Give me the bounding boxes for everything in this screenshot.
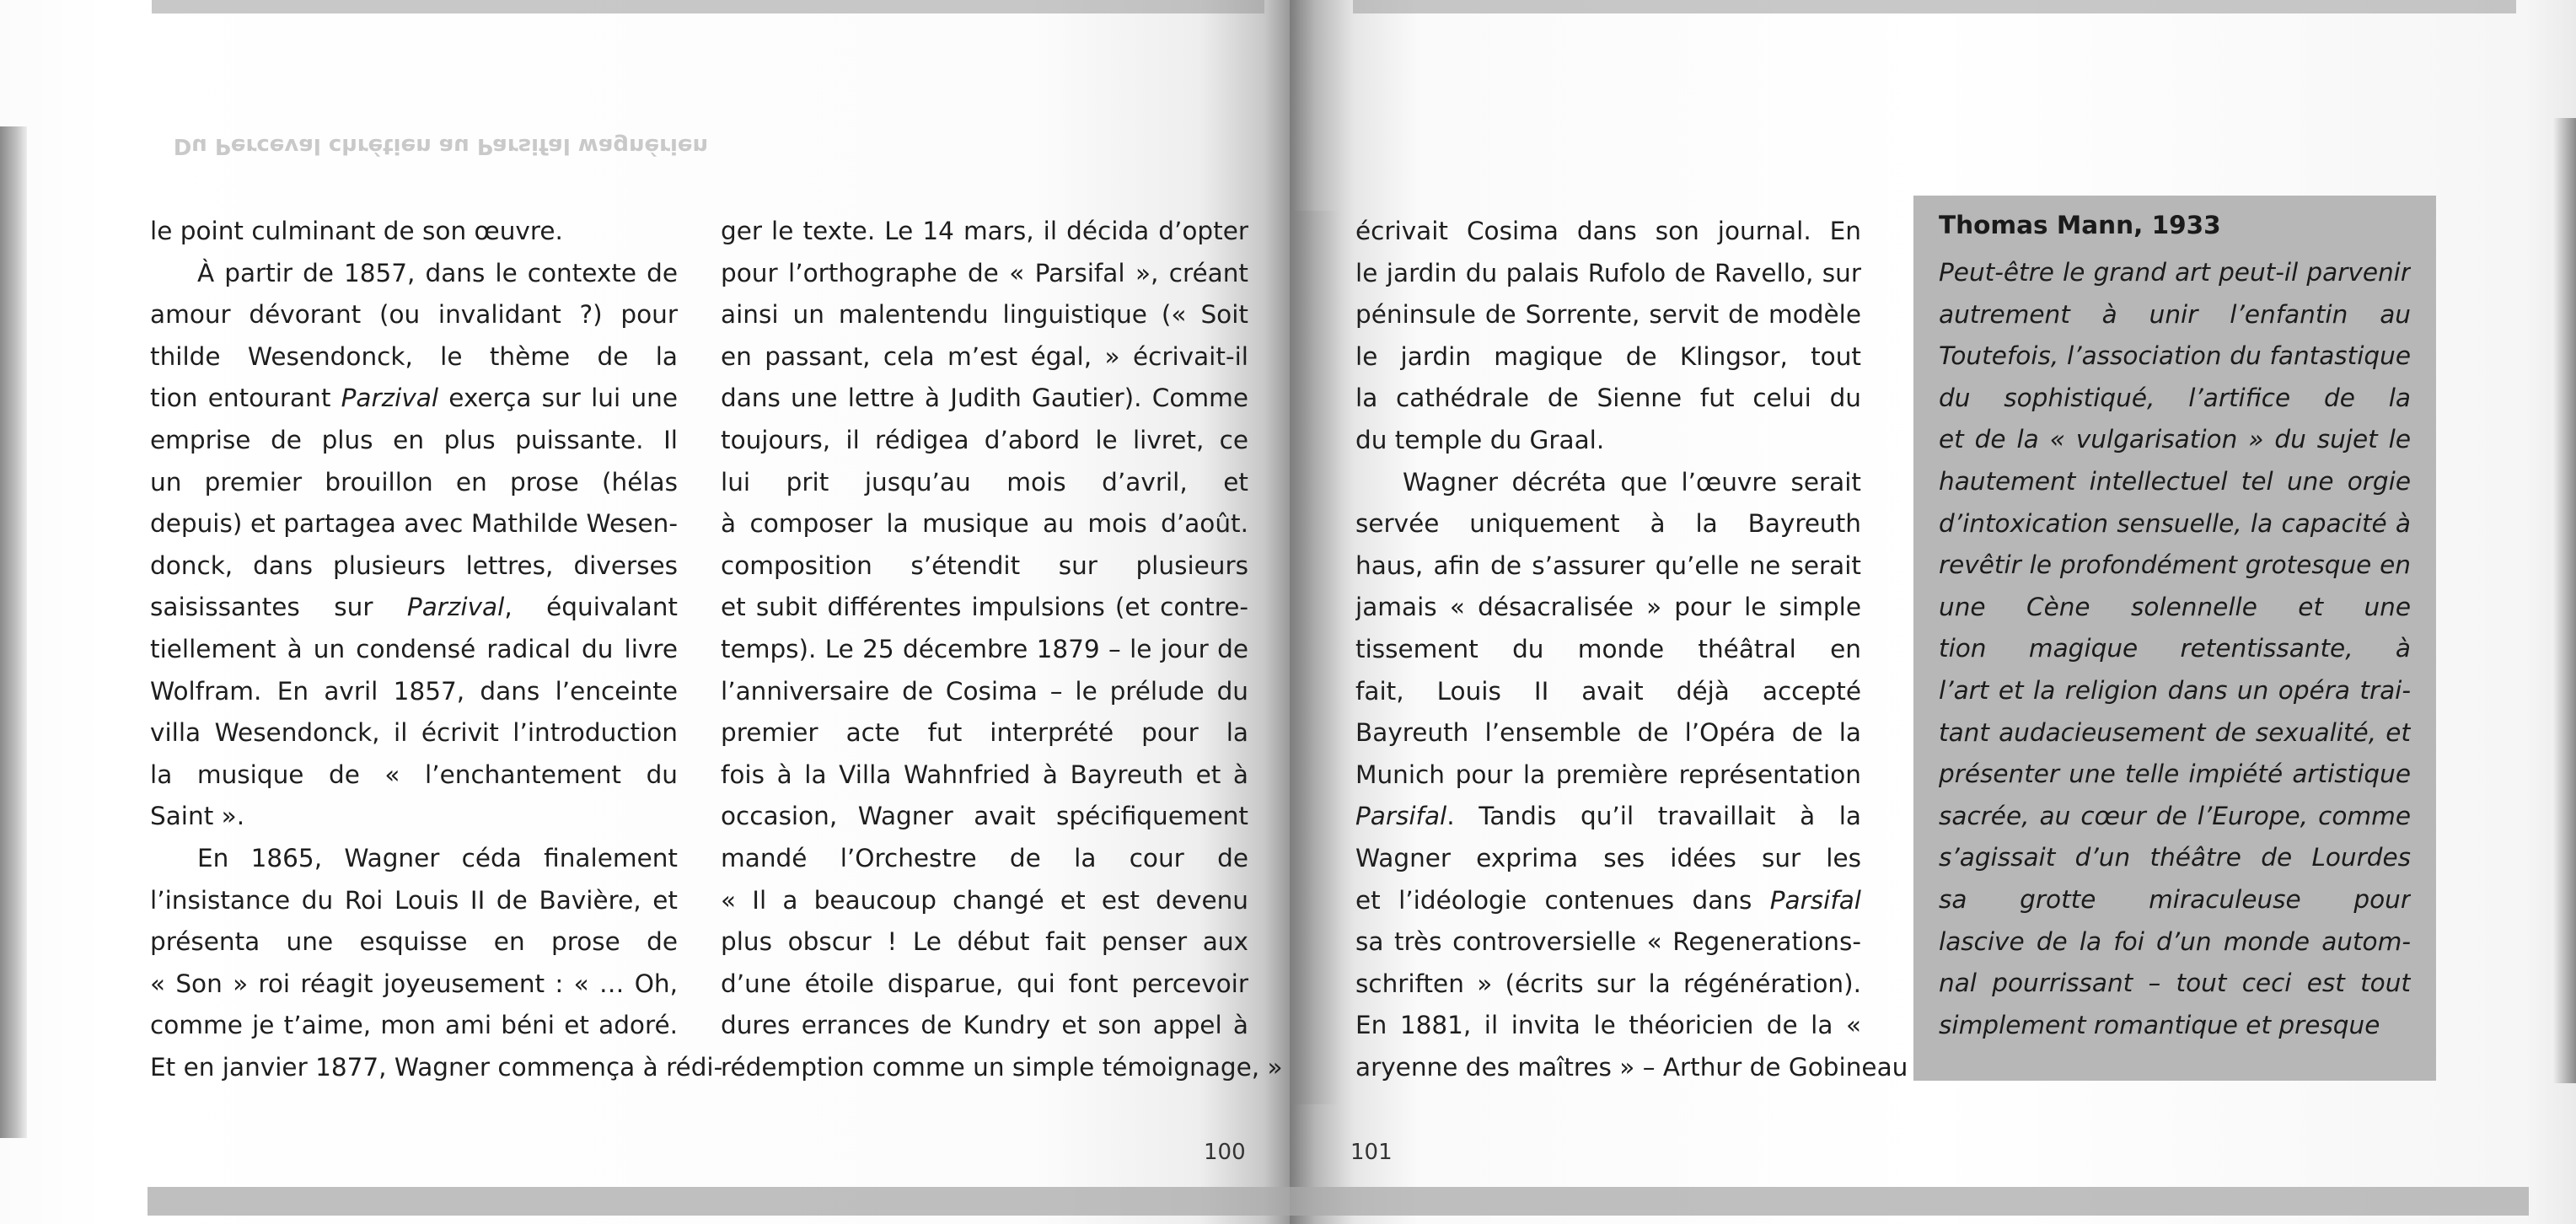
page-number: 101 (1350, 1140, 1393, 1165)
text-line: saisissantes sur Parzival, équivalant (150, 593, 678, 622)
text-line: Saint ». (150, 802, 245, 831)
text-line: écrivait Cosima dans son journal. En (1355, 217, 1861, 245)
text-line: Wolfram. En avril 1857, dans l’enceinte (150, 676, 678, 706)
text-line: du temple du Graal. (1355, 425, 1605, 454)
text-line: ger le texte. Le 14 mars, il décida d’opter (721, 217, 1248, 245)
text-line: sa grotte miraculeuse pour (1939, 884, 2411, 914)
text-line: revêtir le profondément grotesque en (1939, 550, 2411, 580)
text-line: et l’idéologie contenues dans Parsifal (1355, 885, 1861, 915)
text-line: et subit différentes impulsions (et contre- (721, 593, 1248, 622)
text-line: le jardin magique de Klingsor, tout (1355, 341, 1861, 371)
text-line: donck, dans plusieurs lettres, diverses (150, 550, 678, 580)
text-line: haus, afin de s’assurer qu’elle ne serait (1355, 550, 1861, 580)
text-line: Wagner décréta que l’œuvre serait (1403, 467, 1861, 497)
text-line: sacrée, au cœur de l’Europe, comme (1939, 801, 2411, 830)
text-line: une Cène solennelle et une (1939, 592, 2411, 621)
text-line: l’art et la religion dans un opéra trai- (1939, 675, 2411, 705)
text-line: thilde Wesendonck, le thème de la (150, 341, 678, 371)
text-line: simplement romantique et presque (1939, 1010, 2380, 1039)
text-line: emprise de plus en plus puissante. Il (150, 425, 678, 454)
text-line: « Il a beaucoup changé et est devenu (721, 885, 1248, 915)
text-line: schriften » (écrits sur la régénération). (1355, 969, 1861, 998)
text-line: à composer la musique au mois d’août. (721, 509, 1248, 539)
right-page (1290, 0, 2576, 1224)
text-line: fait, Louis II avait déjà accepté (1355, 676, 1861, 706)
text-line: temps). Le 25 décembre 1879 – le jour de (721, 634, 1248, 663)
text-line: péninsule de Sorrente, servit de modèle (1355, 300, 1861, 330)
text-line: tiellement à un condensé radical du livre (150, 634, 678, 663)
text-line: depuis) et partagea avec Mathilde Wesen- (150, 509, 678, 539)
text-line: hautement intellectuel tel une orgie (1939, 466, 2411, 496)
text-line: dures errances de Kundry et son appel à (721, 1011, 1248, 1040)
text-line: tant audacieusement de sexualité, et (1939, 717, 2411, 747)
text-line: lascive de la foi d’un monde autom- (1939, 926, 2411, 956)
page-stack-edge (2552, 118, 2576, 1083)
text-line: tion magique retentissante, à (1939, 634, 2411, 663)
text-line: En 1881, il invita le théoricien de la « (1355, 1011, 1861, 1040)
text-line: lui prit jusqu’au mois d’avril, et (721, 467, 1248, 497)
text-line: Peut-être le grand art peut-il parvenir (1939, 258, 2411, 287)
text-line: nal pourrissant – tout ceci est tout (1939, 969, 2411, 998)
sidebar-title: Thomas Mann, 1933 (1939, 211, 2221, 239)
text-line: en passant, cela m’est égal, » écrivait-il (721, 341, 1248, 371)
text-line: dans une lettre à Judith Gautier). Comme (721, 384, 1248, 413)
text-line: Bayreuth l’ensemble de l’Opéra de la (1355, 718, 1861, 748)
text-line: plus obscur ! Le début fait penser aux (721, 927, 1248, 957)
text-line: En 1865, Wagner céda finalement (197, 843, 678, 872)
text-line: occasion, Wagner avait spécifiquement (721, 802, 1248, 831)
text-line: s’agissait d’un théâtre de Lourdes (1939, 843, 2411, 872)
text-line: toujours, il rédigea d’abord le livret, ce (721, 425, 1248, 454)
page-stack-edge (0, 126, 27, 1138)
text-line: la musique de « l’enchantement du (150, 760, 678, 789)
text-line: du sophistiqué, l’artifice de la (1939, 383, 2411, 412)
text-line: présenta une esquisse en prose de (150, 927, 678, 957)
page-bottom-edge (148, 1187, 1290, 1216)
page-top-edge (152, 0, 1264, 13)
page-bottom-edge (1290, 1187, 2529, 1216)
text-column-right-1 (1355, 211, 1908, 1088)
quote-sidebar (1913, 196, 2436, 1081)
text-line: aryenne des maîtres » – Arthur de Gobineau (1355, 1052, 1908, 1082)
text-line: amour dévorant (ou invalidant ?) pour (150, 300, 678, 330)
text-line: Munich pour la première représentation (1355, 760, 1861, 789)
text-column-left-2 (721, 211, 1283, 1088)
text-line: mandé l’Orchestre de la cour de (721, 843, 1248, 872)
text-line: d’une étoile disparue, qui font percevoir (721, 969, 1248, 998)
page-number: 100 (1204, 1140, 1246, 1165)
text-line: rédemption comme un simple témoignage, » (721, 1052, 1283, 1082)
text-line: l’anniversaire de Cosima – le prélude du (721, 676, 1248, 706)
text-line: et de la « vulgarisation » du sujet le (1939, 425, 2411, 454)
text-line: d’intoxication sensuelle, la capacité à (1939, 508, 2411, 538)
text-line: jamais « désacralisée » pour le simple (1355, 593, 1861, 622)
text-line: composition s’étendit sur plusieurs (721, 550, 1248, 580)
text-line: autrement à unir l’enfantin au (1939, 299, 2411, 329)
gutter-shadow (1290, 211, 1340, 1104)
text-line: À partir de 1857, dans le contexte de (197, 258, 678, 287)
text-line: Parsifal. Tandis qu’il travaillait à la (1355, 802, 1861, 831)
text-line: Et en janvier 1877, Wagner commença à rédi- (150, 1052, 723, 1082)
text-line: premier acte fut interprété pour la (721, 718, 1248, 748)
text-line: le jardin du palais Rufolo de Ravello, sur (1355, 258, 1861, 287)
text-line: le point culminant de son œuvre. (150, 217, 563, 245)
bleed-through-header: Du Perceval chrétien au Parsifal wagnérien (173, 133, 708, 158)
text-line: « Son » roi réagit joyeusement : « … Oh, (150, 969, 678, 998)
text-line: ainsi un malentendu linguistique (« Soit (721, 300, 1248, 330)
text-line: tion entourant Parzival exerça sur lui une (150, 384, 678, 413)
text-line: la cathédrale de Sienne fut celui du (1355, 384, 1861, 413)
text-line: servée uniquement à la Bayreuth (1355, 509, 1861, 539)
text-line: un premier brouillon en prose (hélas (150, 467, 678, 497)
text-line: pour l’orthographe de « Parsifal », créant (721, 258, 1248, 287)
text-line: comme je t’aime, mon ami béni et adoré. (150, 1011, 678, 1040)
text-line: Wagner exprima ses idées sur les (1355, 843, 1861, 872)
text-line: présenter une telle impiété artistique (1939, 760, 2411, 789)
text-line: villa Wesendonck, il écrivit l’introduction (150, 718, 678, 748)
page-top-edge (1353, 0, 2516, 13)
sidebar-quote (1939, 252, 2411, 1046)
text-line: Toutefois, l’association du fantastique (1939, 341, 2411, 371)
text-line: sa très controversielle « Regenerations- (1355, 927, 1861, 957)
text-column-left-1 (150, 211, 723, 1088)
text-line: fois à la Villa Wahnfried à Bayreuth et à (721, 760, 1248, 789)
text-line: tissement du monde théâtral en (1355, 634, 1861, 663)
text-line: l’insistance du Roi Louis II de Bavière, et (150, 885, 678, 915)
